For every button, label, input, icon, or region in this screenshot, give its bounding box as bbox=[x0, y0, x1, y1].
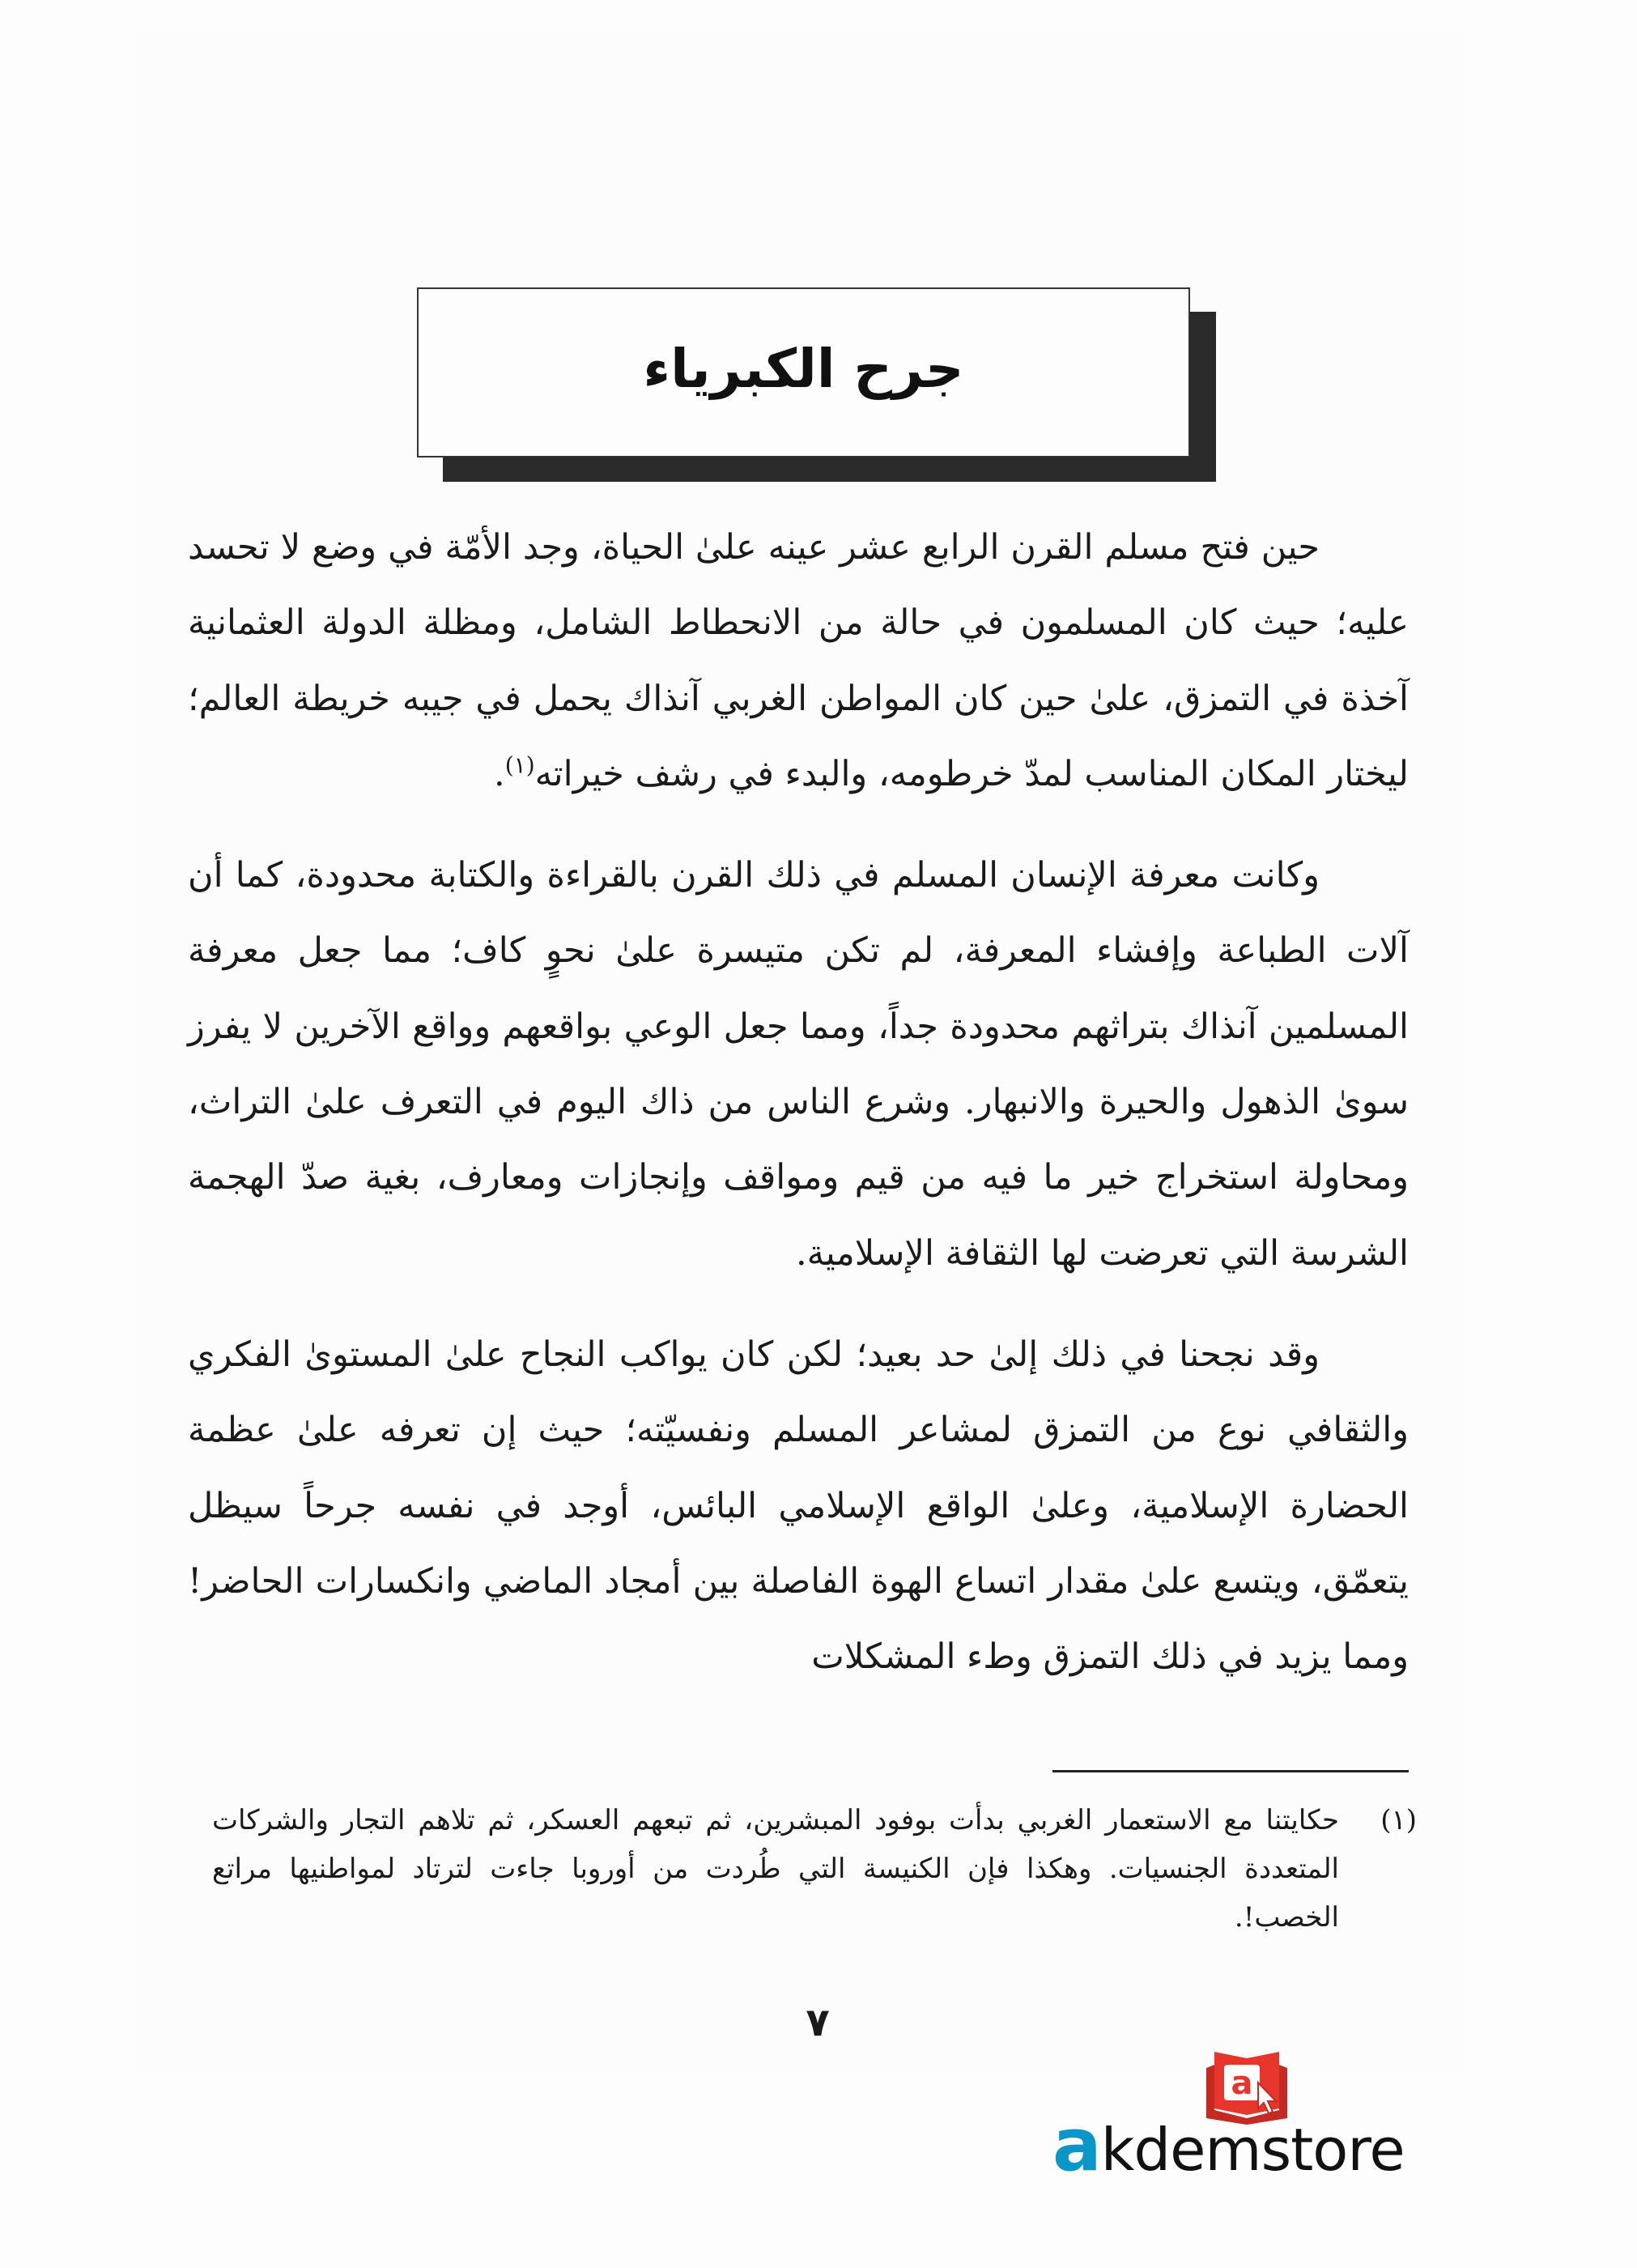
paragraph-3: وقد نجحنا في ذلك إلىٰ حد بعيد؛ لكن كان يواكب النجاح علىٰ المستوىٰ الفكري والثقافي نوع من التمزق لمشاعر المسلم ونفسيّته؛ حيث إن تعرفه علىٰ عظمة الحضارة الإسلامية، وعلىٰ الواقع الإسلامي البائس، أوجد في نفسه جرحاً سيظل يتعمّق، ويتسع علىٰ مقدار اتساع الهوة الفاصلة بين أمجاد الماضي وانكسارات الحاضر! ومما يزيد في ذلك التمزق وطء المشكلات bbox=[188, 1334, 1409, 1678]
footnote-divider bbox=[1052, 1770, 1409, 1772]
paragraph-1-text: حين فتح مسلم القرن الرابع عشر عينه علىٰ الحياة، وجد الأمّة في وضع لا تحسد عليه؛ حيث كان المسلمون في حالة من الانحطاط الشامل، ومظلة الدولة العثمانية آخذة في التمزق، علىٰ حين كان المواطن الغربي آنذاك يحمل في جيبه خريطة العالم؛ ليختار المكان المناسب لمدّ خرطومه، والبدء في رشف خيراته bbox=[188, 527, 1409, 794]
footnote-text: حكايتنا مع الاستعمار الغربي بدأت بوفود المبشرين، ثم تبعهم العسكر، ثم تلاهم التجار والشركات المتعددة الجنسيات. وهكذا فإن الكنيسة التي طُردت من أوروبا جاءت لترتاد لمواطنيها مراتع الخصب!. bbox=[212, 1804, 1339, 1934]
paragraph-2: وكانت معرفة الإنسان المسلم في ذلك القرن بالقراءة والكتابة محدودة، كما أن آلات الطباعة وإفشاء المعرفة، لم تكن متيسرة علىٰ نحوٍ كاف؛ مما جعل معرفة المسلمين آنذاك بتراثهم محدودة جداً، ومما جعل الوعي بواقعهم وواقع الآخرين لا يفرز سوىٰ الذهول والحيرة والانبهار. وشرع الناس من ذاك اليوم في التعرف علىٰ التراث، ومحاولة استخراج خير ما فيه من قيم ومواقف وإنجازات ومعارف، بغية صدّ الهجمة الشرسة التي تعرضت لها الثقافة الإسلامية. bbox=[188, 855, 1409, 1274]
brand-first-letter: a bbox=[1052, 2103, 1101, 2188]
brand-name-rest: kdemstore bbox=[1100, 2116, 1405, 2184]
paragraph-1 bbox=[188, 510, 1409, 812]
logo-letter: a bbox=[1231, 2065, 1253, 2102]
footnote-number: (١) bbox=[1380, 1804, 1417, 1836]
footnote-reference[interactable]: (١) bbox=[504, 751, 535, 779]
title-frame bbox=[417, 287, 1190, 457]
footnote bbox=[212, 1796, 1417, 1942]
brand-wordmark bbox=[1052, 2105, 1473, 2186]
body-text bbox=[188, 510, 1409, 1695]
chapter-title: جرح الكبرياء bbox=[643, 337, 964, 400]
page-number: ٧ bbox=[806, 2000, 830, 2045]
title-box bbox=[417, 287, 1190, 457]
paragraph-1-end: . bbox=[494, 753, 505, 794]
